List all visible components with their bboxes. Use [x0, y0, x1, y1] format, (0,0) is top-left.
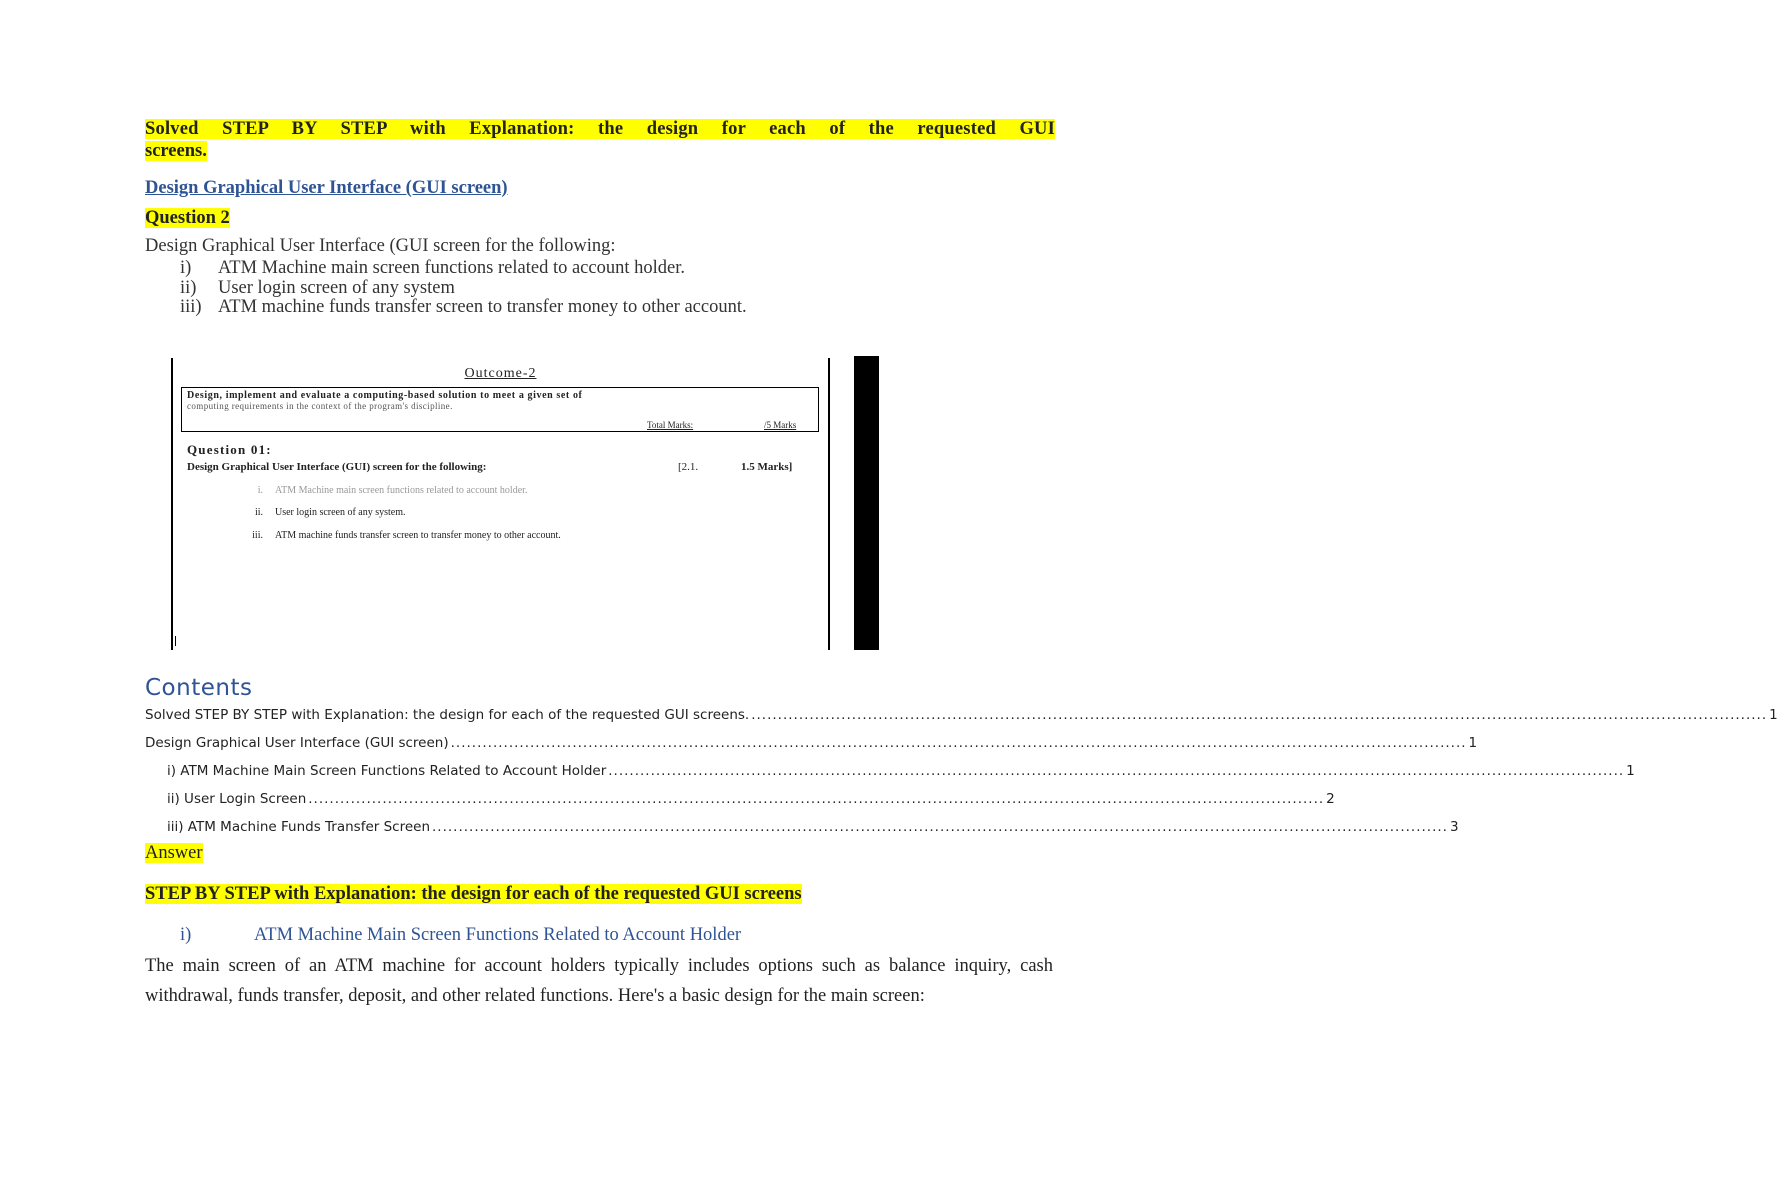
toc-leader: ................................................................................................................................................................................................ — [608, 763, 1625, 779]
total-marks-row — [181, 420, 818, 432]
list-item: iii) ATM machine funds transfer screen to transfer money to other account. — [180, 297, 747, 317]
toc-leader: ................................................................................................................................................................................................ — [450, 735, 1467, 751]
body-paragraph: The main screen of an ATM machine for account holders typically includes options such as balance inquiry, cash withdrawal, funds transfer, deposit, and other related functions. Here's a basic design for the main screen: — [145, 956, 1053, 1006]
question-image: Outcome-2 Design, implement and evaluate a computing-based solution to meet a given set of computing requirements in the context of the program's discipline. Total Marks: /5 Marks Question 01: Design Graphical User Interface (GUI) screen for the following: [2.1. 1.5 Marks] i. ATM Machine main screen functions related to account holder. ii. User login screen of any system. iii. ATM machine funds transfer screen to transfer money to other account. — [171, 358, 830, 650]
document-title: Solved STEP BY STEP with Explanation: the design for each of the requested GUI — [145, 119, 1055, 139]
list-item: ii) User login screen of any system — [180, 278, 455, 298]
question-01-prompt: Design Graphical User Interface (GUI) screen for the following: — [187, 461, 487, 473]
answer-label: Answer — [145, 843, 203, 863]
toc-leader: ................................................................................................................................................................................................ — [432, 819, 1448, 835]
outcome-description-line1: Design, implement and evaluate a computing-based solution to meet a given set of — [187, 390, 583, 401]
design-gui-heading-link[interactable]: Design Graphical User Interface (GUI screen) — [145, 178, 508, 198]
toc-leader: ................................................................................................................................................................................................ — [308, 791, 1325, 807]
outcome-title: Outcome-2 — [464, 366, 537, 381]
toc-leader: ................................................................................................................................................................................................ — [751, 707, 1768, 723]
section-heading: i) ATM Machine Main Screen Functions Related to Account Holder — [180, 925, 742, 945]
document-title-continued: screens. — [145, 141, 207, 161]
text-cursor — [175, 636, 176, 646]
question-01-marks: 1.5 Marks] — [741, 461, 793, 473]
toc-entry[interactable]: ii) User Login Screen ................................................................................................................................................................................................ 2 — [167, 791, 1335, 807]
question-01-title: Question 01: — [187, 442, 272, 457]
question-label: Question 2 — [145, 208, 230, 228]
step-heading: STEP BY STEP with Explanation: the design for each of the requested GUI screens — [145, 884, 802, 904]
toc-entry[interactable]: i) ATM Machine Main Screen Functions Related to Account Holder ................................................................................................................................................................................................ 1 — [167, 763, 1635, 779]
total-marks-label: Total Marks: — [647, 420, 694, 430]
total-marks-value: /5 Marks — [764, 420, 797, 430]
outcome-description-line2: computing requirements in the context of the program's discipline. — [187, 401, 453, 411]
question-intro: Design Graphical User Interface (GUI screen for the following: — [145, 236, 616, 256]
image-edge-bar — [854, 356, 879, 650]
toc-entry[interactable]: Solved STEP BY STEP with Explanation: the design for each of the requested GUI screens. ................................................................................................................................................................................................ 1 — [145, 707, 1778, 723]
toc-entry[interactable]: Design Graphical User Interface (GUI screen) ................................................................................................................................................................................................ 1 — [145, 735, 1478, 751]
list-item: i) ATM Machine main screen functions related to account holder. — [180, 258, 685, 278]
contents-heading: Contents — [145, 675, 253, 701]
toc-entry[interactable]: iii) ATM Machine Funds Transfer Screen ................................................................................................................................................................................................ 3 — [167, 819, 1459, 835]
question-01-marks-ref: [2.1. — [678, 461, 699, 473]
